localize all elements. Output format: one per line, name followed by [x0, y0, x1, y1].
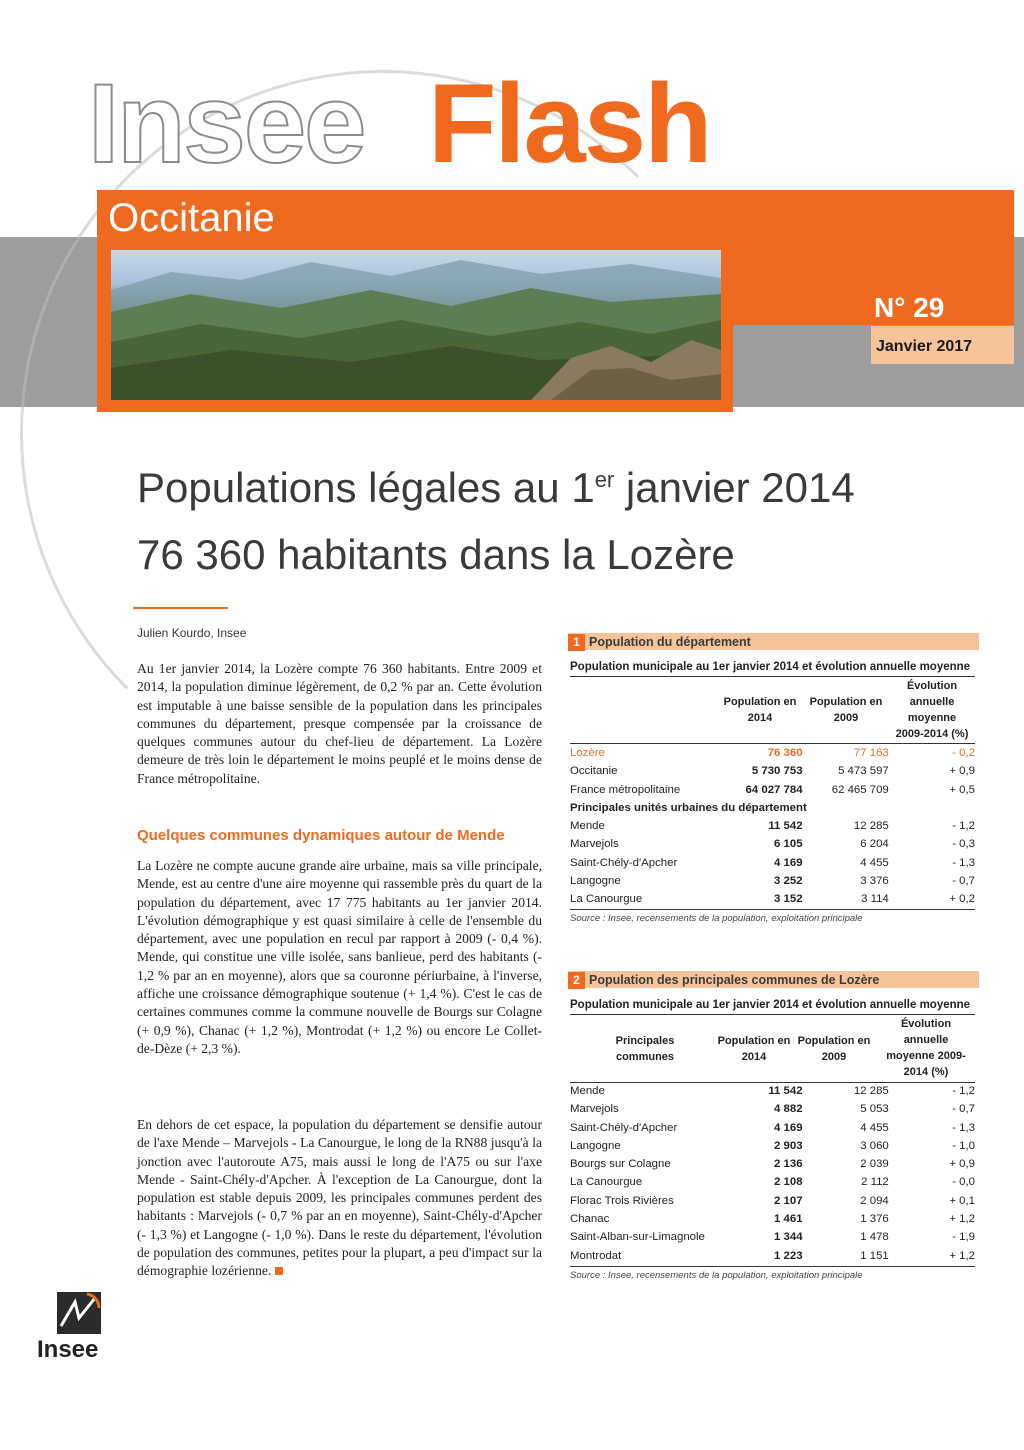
table-row: Occitanie 5 730 753 5 473 597 + 0,9: [570, 765, 975, 778]
table-row: La Canourgue 2 108 2 112 - 0,0: [570, 1176, 975, 1189]
table-row: Langogne 2 903 3 060 - 1,0: [570, 1139, 975, 1152]
title-underline: [133, 607, 228, 609]
section-subheading: Quelques communes dynamiques autour de Mende: [137, 827, 505, 844]
issue-date: Janvier 2017: [876, 338, 973, 355]
table-section-row: Principales unités urbaines du département: [570, 801, 807, 814]
table2-subtitle: Population municipale au 1er janvier 2014 et évolution annuelle moyenne: [570, 999, 971, 1011]
table1-col-evolution: Évolution annuelle moyenne 2009-2014 (%): [895, 680, 969, 740]
table-row: Saint-Alban-sur-Limagnole 1 344 1 478 - 1,9: [570, 1231, 975, 1244]
table-row: Chanac 1 461 1 376 + 1,2: [570, 1213, 975, 1226]
table1-body: [570, 744, 975, 909]
table1-number: 1: [568, 634, 585, 651]
end-mark-icon: [275, 1267, 283, 1275]
table2-source: Source : Insee, recensements de la population, exploitation principale: [570, 1270, 863, 1281]
table2-header: [568, 971, 979, 988]
table2-bottom-rule: [570, 1266, 975, 1267]
table2-number: 2: [568, 972, 585, 989]
table2-col-pop2009: Population en 2009: [797, 1035, 871, 1063]
table1-col-pop2014: Population en 2014: [723, 696, 797, 724]
table-row: Mende 11 542 12 285 - 1,2: [570, 1085, 975, 1097]
table-row: Marvejols 4 882 5 053 - 0,7: [570, 1103, 975, 1116]
paragraph-axis: En dehors de cet espace, la population du département se densifie autour de l'axe Mende – Marvejols - La Canourgue, le long de la RN88 jusqu'à la jonction avec l'autoroute A75, mais aussi le long de l'A75 ou sur l'axe Mende - Saint-Chély-d'Apcher. À l'exception de La Canourgue, dont la population est stable depuis 2009, les principales communes perdent des habitants : Marvejols (- 0,7 % par an en moyenne), Saint-Chély-d'Apcher (- 1,3 %) et Langogne (- 1,0 %). Dans le reste du département, l'évolution de population des communes, petites pour la plupart, a peu d'impact sur la démographie lozérienne.: [137, 1117, 542, 1279]
landscape-photo: [111, 250, 721, 400]
table-row: Bourgs sur Colagne 2 136 2 039 + 0,9: [570, 1158, 975, 1171]
table1-col-pop2009: Population en 2009: [809, 696, 883, 724]
table1-bottom-rule: [570, 909, 975, 910]
table-row: France métropolitaine 64 027 784 62 465 709 + 0,5: [570, 783, 975, 796]
brand-insee: Insee: [88, 61, 365, 186]
insee-logo-icon: [57, 1292, 101, 1334]
region-name: Occitanie: [108, 196, 275, 240]
table2-col-pop2014: Population en 2014: [717, 1035, 791, 1063]
paragraph-mende: La Lozère ne compte aucune grande aire urbaine, mais sa ville principale, Mende, est au centre d'une aire moyenne qui rassemble près du quart de la population du département, avec 17 775 habitants au 1er janvier 2014. L'évolution démographique y est quasi similaire à celle de l'ensemble du département, avec une population en recul par rapport à 2009 (- 0,4 %). Mende, qui constitue une ville isolée, sans banlieue, perd des habitants (- 1,2 % par an en moyenne), alors que sa couronne périurbaine, à l'inverse, affiche une croissance démographique soutenue (+ 1,4 %). C'est le cas de certaines communes comme la commune nouvelle de Bourgs sur Colagne (+ 0,9 %), Chanac (+ 1,2 %), Montrodat (+ 1,2 %) ou encore Le Collet-de-Dèze (+ 2,3 %).: [137, 858, 542, 1056]
table2-col-evolution: Évolution annuelle moyenne 2009-2014 (%): [886, 1018, 966, 1078]
table-row: Montrodat 1 223 1 151 + 1,2: [570, 1249, 975, 1262]
table1-header: [568, 633, 979, 650]
table2-title: Population des principales communes de Lozère: [589, 973, 880, 987]
table-row: Mende 11 542 12 285 - 1,2: [570, 820, 975, 833]
issue-number: N° 29: [874, 292, 945, 323]
brand-flash: Flash: [428, 61, 711, 186]
insee-logo-text: Insee: [37, 1336, 99, 1363]
table2-top-rule: [570, 1014, 975, 1015]
table-row: La Canourgue 3 152 3 114 + 0,2: [570, 893, 975, 906]
table-row: Saint-Chély-d'Apcher 4 169 4 455 - 1,3: [570, 856, 975, 869]
table-row: Langogne 3 252 3 376 - 0,7: [570, 875, 975, 888]
table-row: Lozère 76 360 77 163 - 0,2: [570, 747, 975, 759]
page-title-line-1: Populations légales au 1er janvier 2014: [137, 464, 855, 511]
table2-col-communes: Principales communes: [615, 1035, 675, 1063]
table1-source: Source : Insee, recensements de la population, exploitation principale: [570, 913, 863, 924]
table1-title: Population du département: [589, 635, 751, 649]
table-row: Florac Trois Rivières 2 107 2 094 + 0,1: [570, 1194, 975, 1207]
author: Julien Kourdo, Insee: [137, 626, 247, 640]
table2-body: [570, 1082, 975, 1265]
table1-top-rule: [570, 676, 975, 677]
table-row: Saint-Chély-d'Apcher 4 169 4 455 - 1,3: [570, 1121, 975, 1134]
title-superscript: er: [594, 467, 615, 492]
table1-subtitle: Population municipale au 1er janvier 2014 et évolution annuelle moyenne: [570, 661, 971, 673]
page-title-line-2: 76 360 habitants dans la Lozère: [137, 531, 735, 578]
table-row: Marvejols 6 105 6 204 - 0,3: [570, 838, 975, 851]
paragraph-intro: Au 1er janvier 2014, la Lozère compte 76 360 habitants. Entre 2009 et 2014, la population diminue légèrement, de 0,2 % par an. Cette évolution est imputable à une baisse sensible de la population dans les principales communes du département, presque compensée par la croissance de quelques communes autour du chef-lieu de département. La Lozère demeure de très loin le département le moins peuplé et le moins dense de France métropolitaine.: [137, 661, 542, 786]
